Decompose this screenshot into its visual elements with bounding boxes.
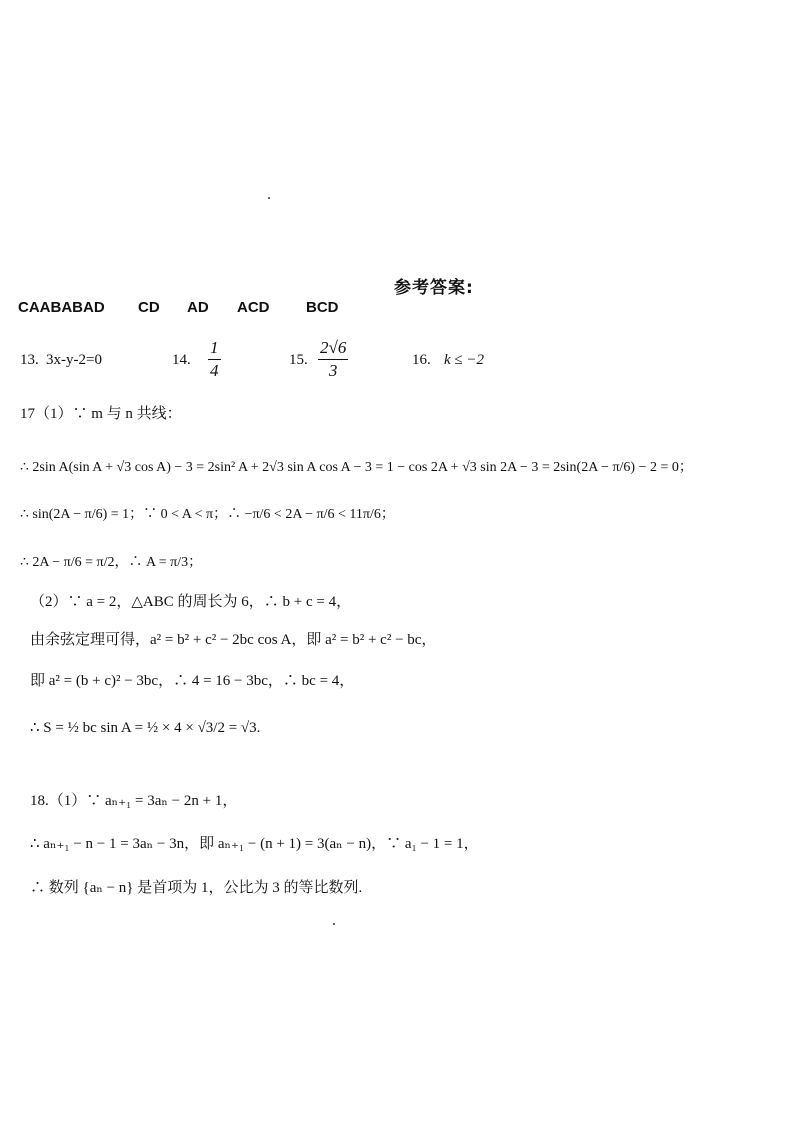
choice-answer-1-8: CAABABAD [18,299,105,316]
q13-answer: 3x-y-2=0 [46,352,102,368]
q15-numerator: 2√6 [320,338,347,357]
q14-number: 14. [172,352,191,368]
q17-part2-line-4: ∴ S = ½ bc sin A = ½ × 4 × √3/2 = √3. [30,720,261,736]
choice-answer-12: BCD [306,299,339,316]
q14-answer [208,337,221,382]
page-title: 参考答案: [394,278,474,298]
q13-number: 13. [20,352,39,368]
q16-number: 16. [412,352,431,368]
q18-line-2: ∴ aₙ₊₁ − n − 1 = 3aₙ − 3n，即 aₙ₊₁ − (n + 1) = 3(aₙ − n)，∵ a₁ − 1 = 1， [30,836,479,852]
q18-line-3: ∴ 数列 {aₙ − n} 是首项为 1，公比为 3 的等比数列. [30,880,363,896]
q17-line-4: ∴ 2A − π/6 = π/2，∴ A = π/3； [20,555,203,570]
scan-speck [268,197,270,199]
q15-answer [318,337,348,382]
choice-answer-11: ACD [237,299,270,316]
q17-part2-line-3: 即 a² = (b + c)² − 3bc，∴ 4 = 16 − 3bc，∴ bc = 4， [30,673,355,689]
q14-denominator: 4 [210,361,219,380]
q17-line-3: ∴ sin(2A − π/6) = 1；∵ 0 < A < π；∴ −π/6 < 2A − π/6 < 11π/6； [20,507,395,522]
q17-line-2: ∴ 2sin A(sin A + √3 cos A) − 3 = 2sin² A + 2√3 sin A cos A − 3 = 1 − cos 2A + √3 sin 2A − 3 = 2sin(2A − π/6) − 2 = 0； [20,460,693,475]
q18-line-1: 18.（1）∵ aₙ₊₁ = 3aₙ − 2n + 1， [30,793,238,809]
q15-denominator: 3 [318,359,348,382]
choice-answer-9: CD [138,299,160,316]
choice-answer-10: AD [187,299,209,316]
q17-part2-line-1: （2）∵ a = 2，△ABC 的周长为 6，∴ b + c = 4， [30,594,352,610]
q14-numerator: 1 [210,338,219,357]
q17-part2-line-2: 由余弦定理可得，a² = b² + c² − 2bc cos A，即 a² = b² + c² − bc， [30,632,437,648]
q15-number: 15. [289,352,308,368]
scan-speck [333,923,335,925]
q17-heading: 17（1）∵ m 与 n 共线： [20,406,182,422]
q16-answer: k ≤ −2 [444,352,485,368]
